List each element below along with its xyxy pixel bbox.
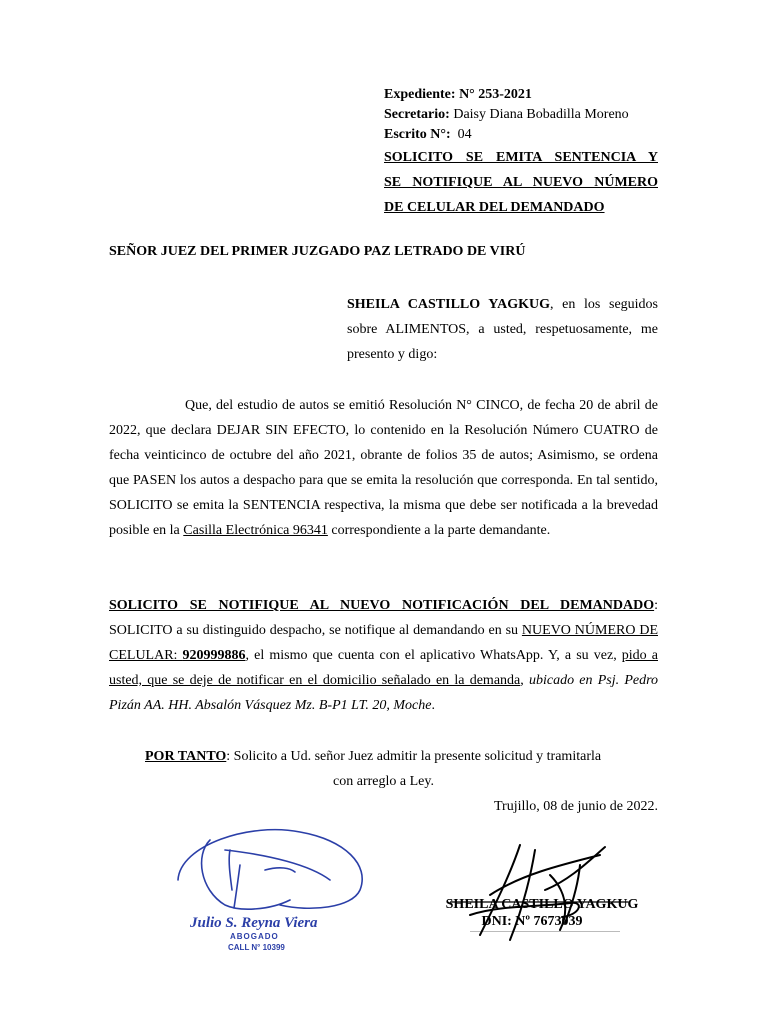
stamp-registration: CALL N° 10399 — [228, 943, 285, 952]
casilla-electronica: Casilla Electrónica 96341 — [183, 523, 328, 538]
notification-heading: SOLICITO SE NOTIFIQUE AL NUEVO NOTIFICACIÓN DEL DEMANDADO — [109, 598, 655, 613]
petitioner-name: SHEILA CASTILLO YAGKUG — [347, 297, 550, 312]
signer-dni: DNI: Nº 7673039 — [481, 914, 583, 929]
lawyer-stamp — [170, 820, 380, 955]
address: ubicado en Psj. Pedro Pizán AA. HH. Absalón Vásquez Mz. B-P1 LT. 20, Moche — [109, 673, 659, 713]
subject-line-2: SE NOTIFIQUE AL NUEVO NÚMERO — [384, 175, 658, 190]
intro-paragraph: SHEILA CASTILLO YAGKUG, en los seguidos sobre ALIMENTOS, a usted, respetuosamente, me presento y digo: — [347, 297, 658, 362]
signer-name: SHEILA CASTILLO YAGKUG — [445, 897, 639, 912]
secretario-line: Secretario: Daisy Diana Bobadilla Moreno — [384, 107, 629, 122]
handwritten-signature — [450, 835, 630, 945]
paragraph-notification: SOLICITO SE NOTIFIQUE AL NUEVO NOTIFICACIÓN DEL DEMANDADO: SOLICITO a su distinguido despacho, se notifique al demandando en su NUEVO NÚMERO DE CELULAR: 920999886, el mismo que cuenta con el aplicativo WhatsApp. Y, a su vez, pido a usted, que se deje de notificar en el domicilio señalado en la demanda, ubicado en Psj. Pedro Pizán AA. HH. Absalón Vásquez Mz. B-P1 LT. 20, Moche. — [109, 598, 659, 713]
paragraph-resolution: Que, del estudio de autos se emitió Resolución N° CINCO, de fecha 20 de abril de 2022, que declara DEJAR SIN EFECTO, lo contenido en la Resolución Número CUATRO de fecha veinticinco de octubre del año 2021, obrante de folios 35 de autos; Asimismo, se ordena que PASEN los autos a despacho para que se emita la resolución que corresponda. En tal sentido, SOLICITO se emita la SENTENCIA respectiva, la misma que debe ser notificada a la brevedad posible en la Casilla Electrónica 96341 correspondiente a la parte demandante. — [109, 398, 658, 538]
subject-line-3: DE CELULAR DEL DEMANDADO — [384, 200, 605, 215]
phone-number: 920999886 — [182, 648, 246, 663]
por-tanto-line: POR TANTO: Solicito a Ud. señor Juez admitir la presente solicitud y tramitarla — [145, 749, 602, 764]
stamp-name: Julio S. Reyna Viera — [190, 915, 318, 931]
stamp-title: ABOGADO — [230, 932, 279, 941]
ley-line: con arreglo a Ley. — [333, 774, 434, 789]
escrito-line: Escrito N°: 04 — [384, 127, 472, 142]
addressee: SEÑOR JUEZ DEL PRIMER JUZGADO PAZ LETRADO DE VIRÚ — [109, 244, 526, 259]
case-header — [384, 85, 664, 220]
expediente-line: Expediente: N° 253-2021 — [384, 87, 532, 102]
subject-line-1: SOLICITO SE EMITA SENTENCIA Y — [384, 150, 658, 165]
date-line: Trujillo, 08 de junio de 2022. — [494, 799, 658, 814]
